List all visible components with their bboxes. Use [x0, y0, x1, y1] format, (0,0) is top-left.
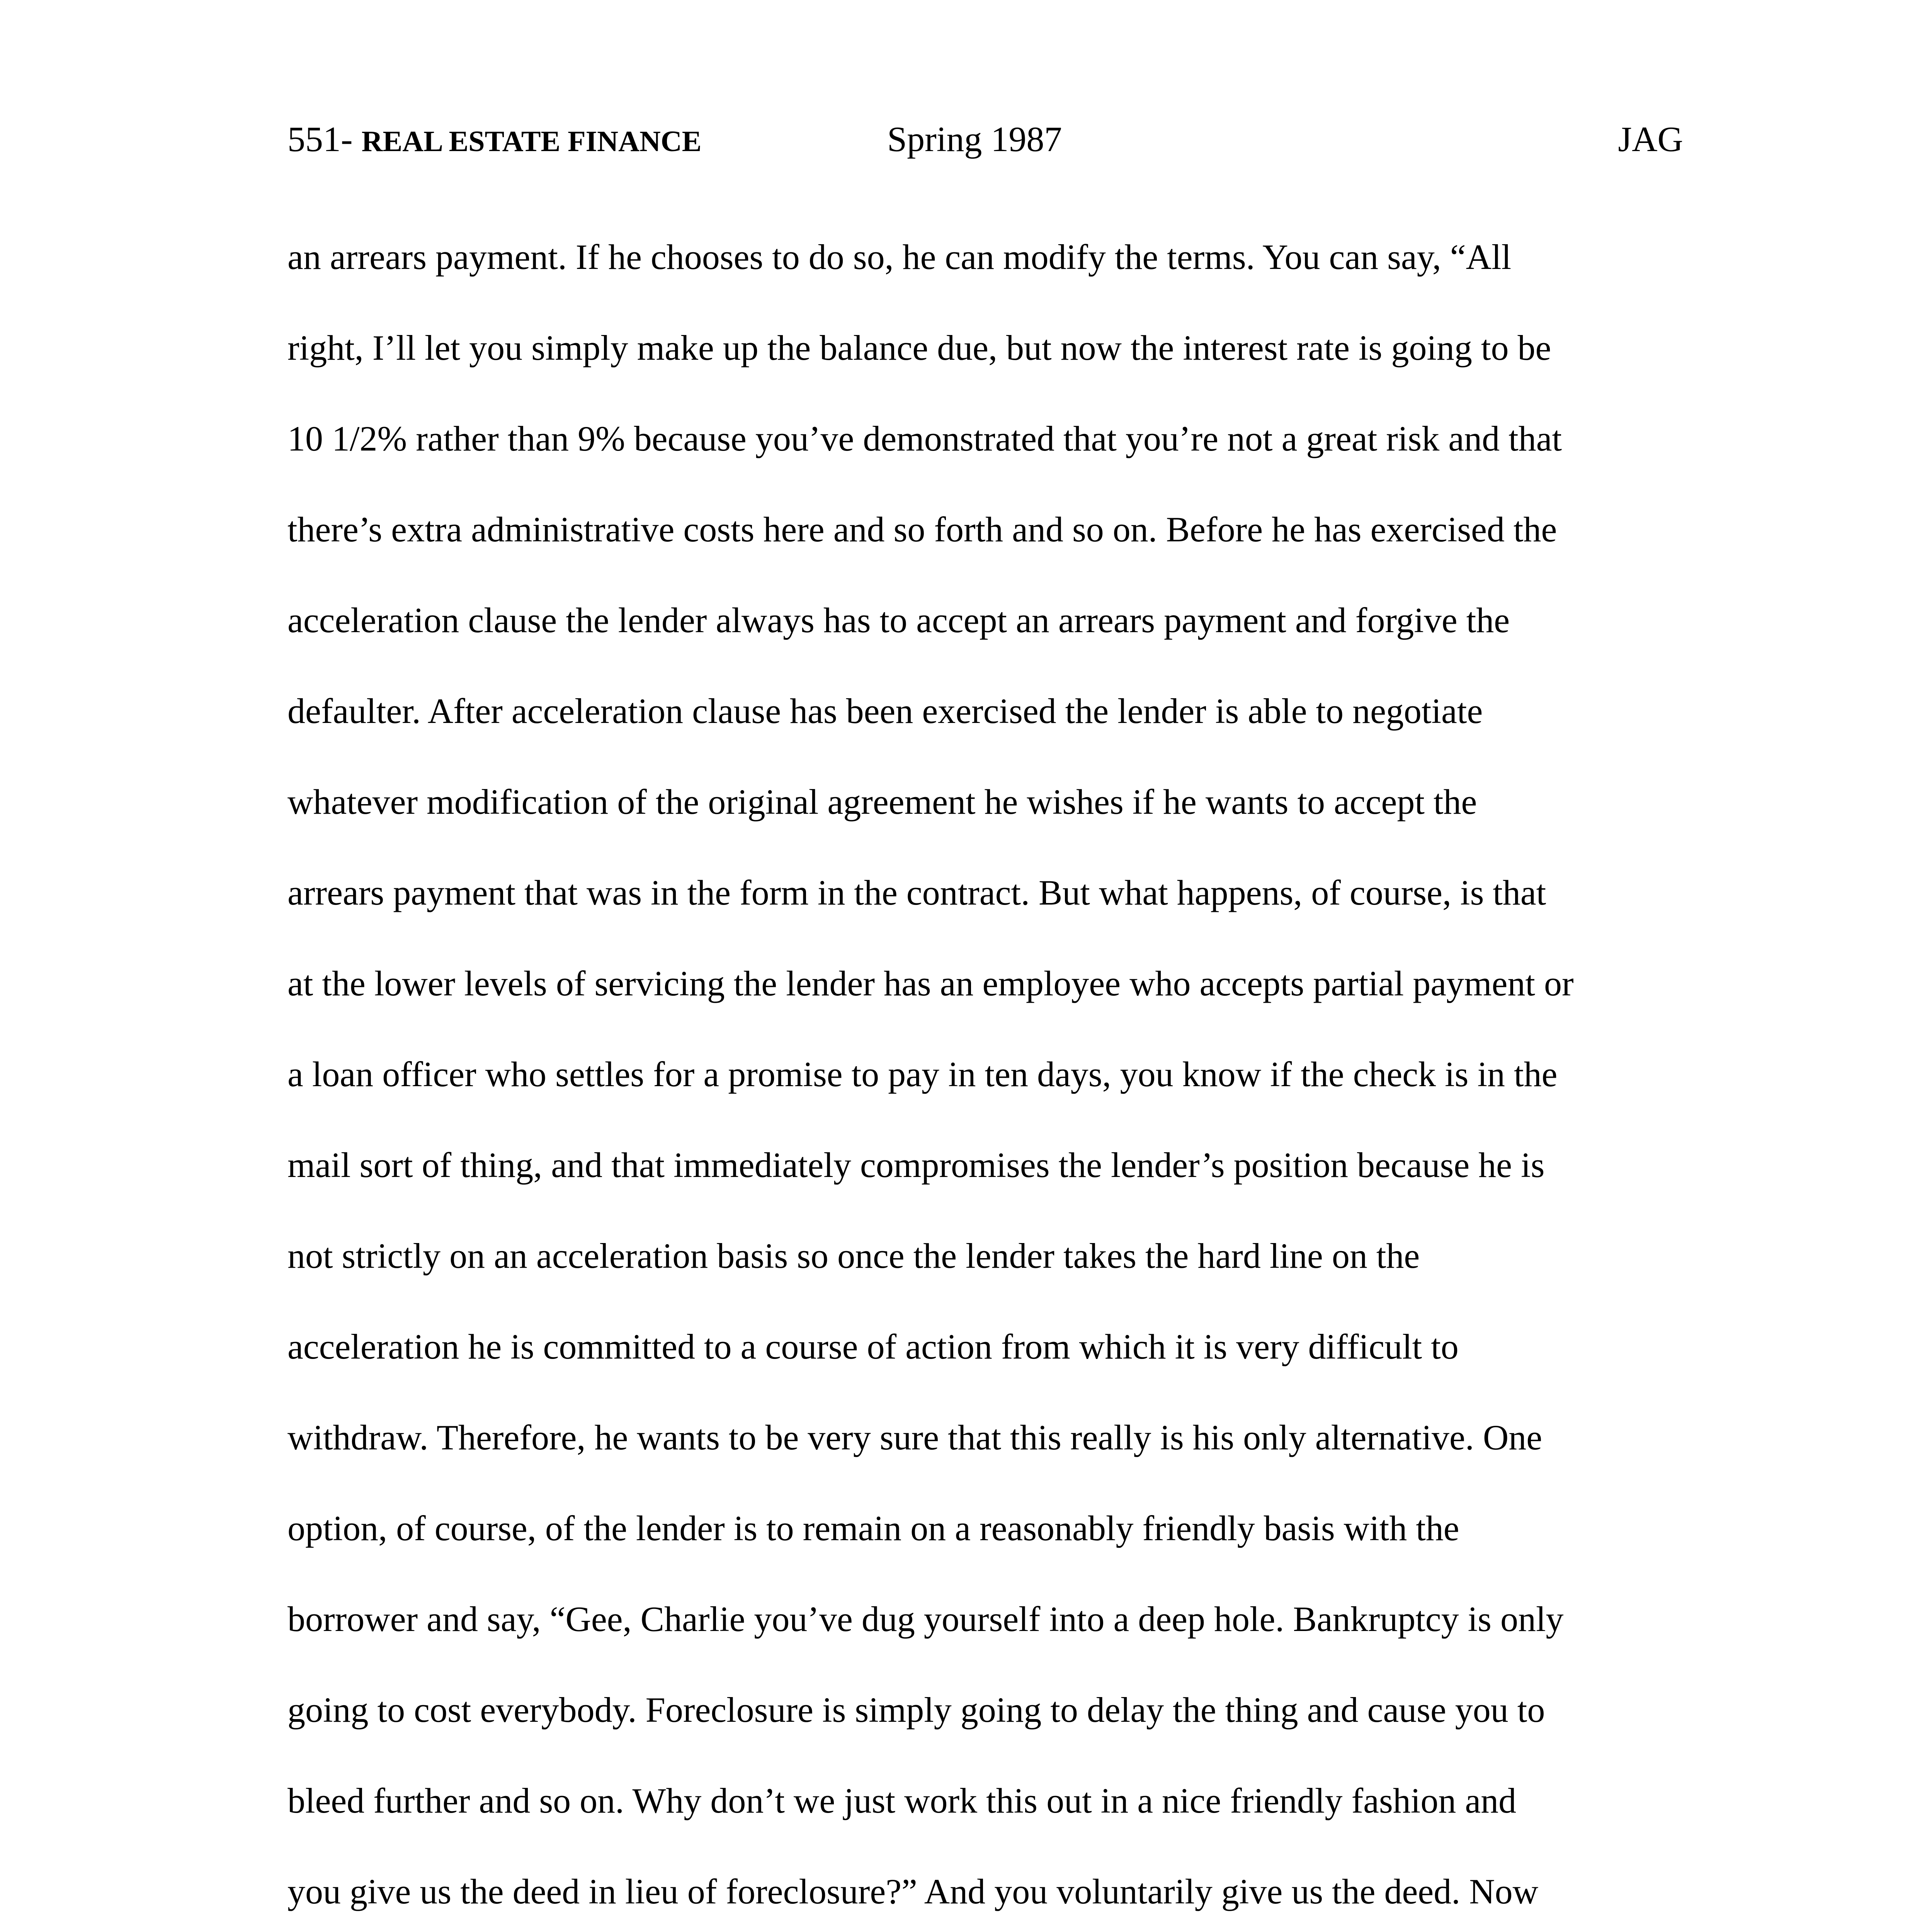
text-line: a loan officer who settles for a promise to pay in ten days, you know if the check is in the — [287, 1054, 1558, 1094]
text-line: right, I’ll let you simply make up the balance due, but now the interest rate is going to be — [287, 328, 1551, 367]
text-line: bleed further and so on. Why don’t we just work this out in a nice friendly fashion and — [287, 1781, 1517, 1820]
text-line: borrower and say, “Gee, Charlie you’ve dug yourself into a deep hole. Bankruptcy is only — [287, 1599, 1564, 1639]
text-line: an arrears payment. If he chooses to do so, he can modify the terms. You can say, “All — [287, 237, 1512, 277]
text-line: defaulter. After acceleration clause has been exercised the lender is able to negotiate — [287, 691, 1483, 731]
text-line: arrears payment that was in the form in the contract. But what happens, of course, is that — [287, 873, 1546, 912]
text-line: whatever modification of the original agreement he wishes if he wants to accept the — [287, 782, 1477, 821]
text-line: you give us the deed in lieu of foreclosure?” And you voluntarily give us the deed. Now — [287, 1872, 1539, 1911]
course-label — [287, 116, 701, 165]
page-header — [287, 116, 1683, 162]
author-initials: JAG — [1618, 119, 1683, 159]
course-number: 551- — [287, 119, 353, 159]
text-line: mail sort of thing, and that immediately compromises the lender’s position because he is — [287, 1145, 1545, 1185]
course-title: REAL ESTATE FINANCE — [361, 125, 702, 158]
text-line: acceleration he is committed to a course of action from which it is very difficult to — [287, 1327, 1459, 1366]
text-line: acceleration clause the lender always has to accept an arrears payment and forgive the — [287, 600, 1510, 640]
text-line: option, of course, of the lender is to remain on a reasonably friendly basis with the — [287, 1509, 1459, 1548]
term-label: Spring 1987 — [887, 119, 1062, 159]
text-line: withdraw. Therefore, he wants to be very sure that this really is his only alternative. One — [287, 1418, 1543, 1457]
text-line: going to cost everybody. Foreclosure is simply going to delay the thing and cause you to — [287, 1690, 1545, 1730]
text-line: 10 1/2% rather than 9% because you’ve demonstrated that you’re not a great risk and that — [287, 419, 1562, 458]
transcript-body — [287, 234, 1694, 1932]
text-line: not strictly on an acceleration basis so once the lender takes the hard line on the — [287, 1236, 1420, 1276]
text-line: at the lower levels of servicing the lender has an employee who accepts partial payment or — [287, 964, 1574, 1003]
text-line: there’s extra administrative costs here and so forth and so on. Before he has exercised the — [287, 510, 1557, 549]
